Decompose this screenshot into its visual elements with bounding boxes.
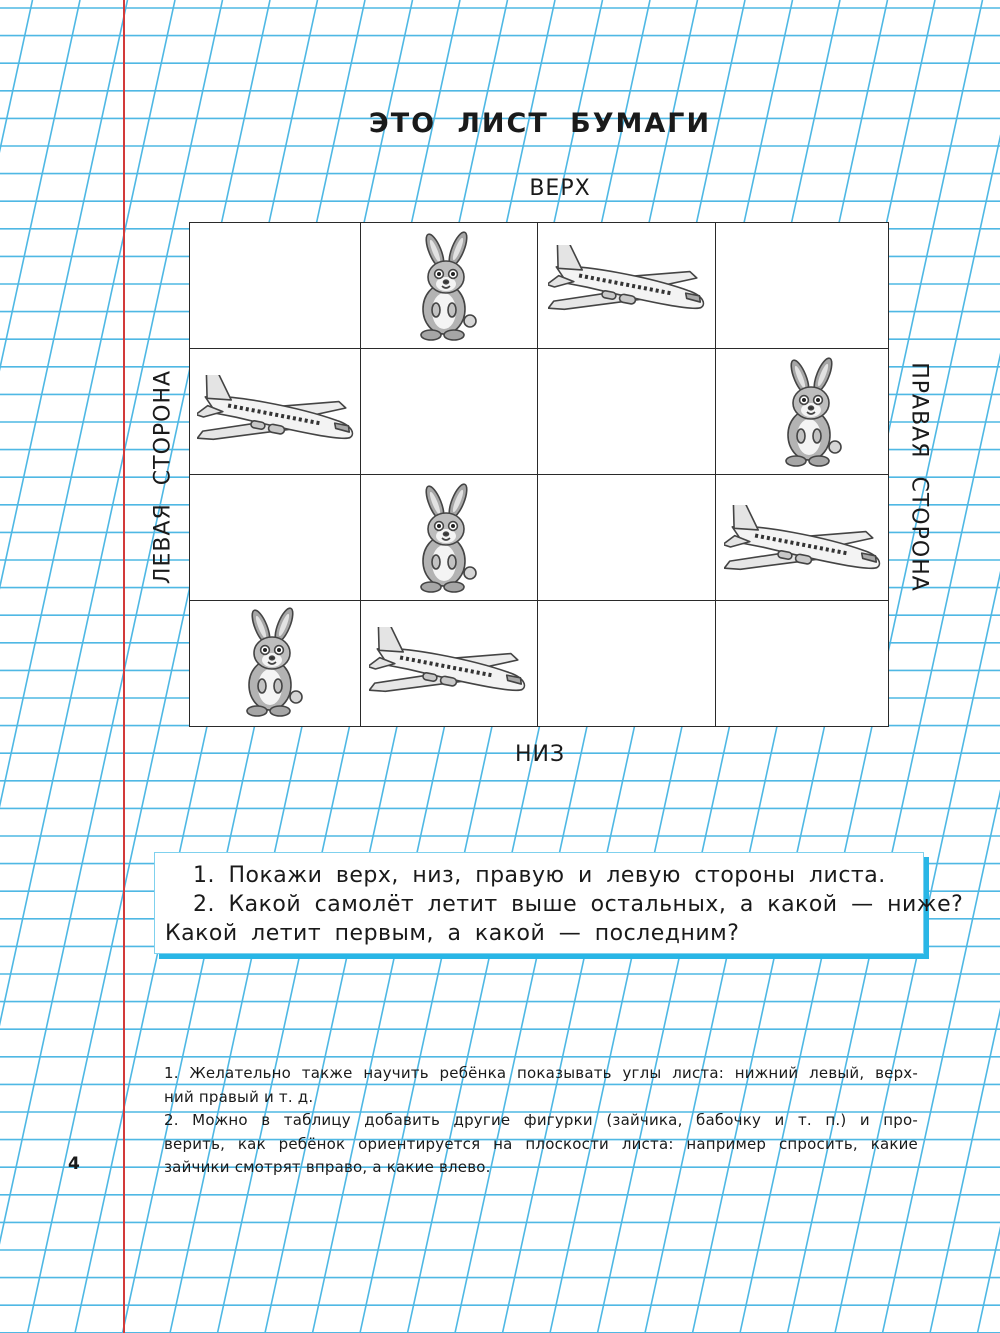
grid-cell-r4c2 xyxy=(361,601,538,726)
teacher-notes xyxy=(164,1062,918,1180)
bottom-side-label: НИЗ xyxy=(514,742,566,767)
right-side-label: ПРАВАЯ СТОРОНА xyxy=(906,362,932,592)
grid-cell-r2c2 xyxy=(361,349,538,475)
bunny-icon xyxy=(771,357,851,469)
bunny-icon xyxy=(232,607,312,719)
note-line: 1. Желательно также научить ребёнка показывать углы листа: нижний левый, верх- xyxy=(164,1064,918,1082)
grid-cell-r3c3 xyxy=(538,475,716,601)
grid-cell-r3c4 xyxy=(716,475,888,601)
page-title: ЭТО ЛИСТ БУМАГИ xyxy=(368,108,712,139)
grid-cell-r4c3 xyxy=(538,601,716,726)
airplane-icon xyxy=(724,505,884,587)
note-line: верить, как ребёнок ориентируется на плоскости листа: например спросить, какие xyxy=(164,1134,918,1153)
grid-cell-r2c1 xyxy=(190,349,361,475)
airplane-icon xyxy=(369,627,529,709)
task-line-1: 1. Покажи верх, низ, правую и левую стороны листа. xyxy=(193,863,886,888)
grid-cell-r1c1 xyxy=(190,223,361,349)
top-side-label: ВЕРХ xyxy=(529,176,591,201)
note-line: зайчики смотрят вправо, а какие влево. xyxy=(164,1158,491,1176)
grid-cell-r3c1 xyxy=(190,475,361,601)
task-line-3: Какой летит первым, а какой — последним? xyxy=(165,921,740,946)
bunny-icon xyxy=(406,231,486,343)
note-line: ний правый и т. д. xyxy=(164,1087,314,1106)
grid-cell-r1c2 xyxy=(361,223,538,349)
task-box xyxy=(154,852,964,954)
airplane-icon xyxy=(548,245,708,327)
paper-sheet-grid xyxy=(189,222,889,727)
grid-cell-r2c4 xyxy=(716,349,888,475)
grid-cell-r4c4 xyxy=(716,601,888,726)
left-side-label: ЛЕВАЯ СТОРОНА xyxy=(150,369,176,585)
grid-cell-r2c3 xyxy=(538,349,716,475)
bunny-icon xyxy=(406,483,486,595)
note-line: 2. Можно в таблицу добавить другие фигурки (зайчика, бабочку и т. п.) и про- xyxy=(164,1111,918,1129)
grid-cell-r3c2 xyxy=(361,475,538,601)
airplane-icon xyxy=(197,375,357,457)
grid-cell-r4c1 xyxy=(190,601,361,726)
page-number: 4 xyxy=(68,1154,80,1174)
grid-cell-r1c3 xyxy=(538,223,716,349)
task-line-2: 2. Какой самолёт летит выше остальных, а какой — ниже? xyxy=(193,892,964,917)
grid-cell-r1c4 xyxy=(716,223,888,349)
